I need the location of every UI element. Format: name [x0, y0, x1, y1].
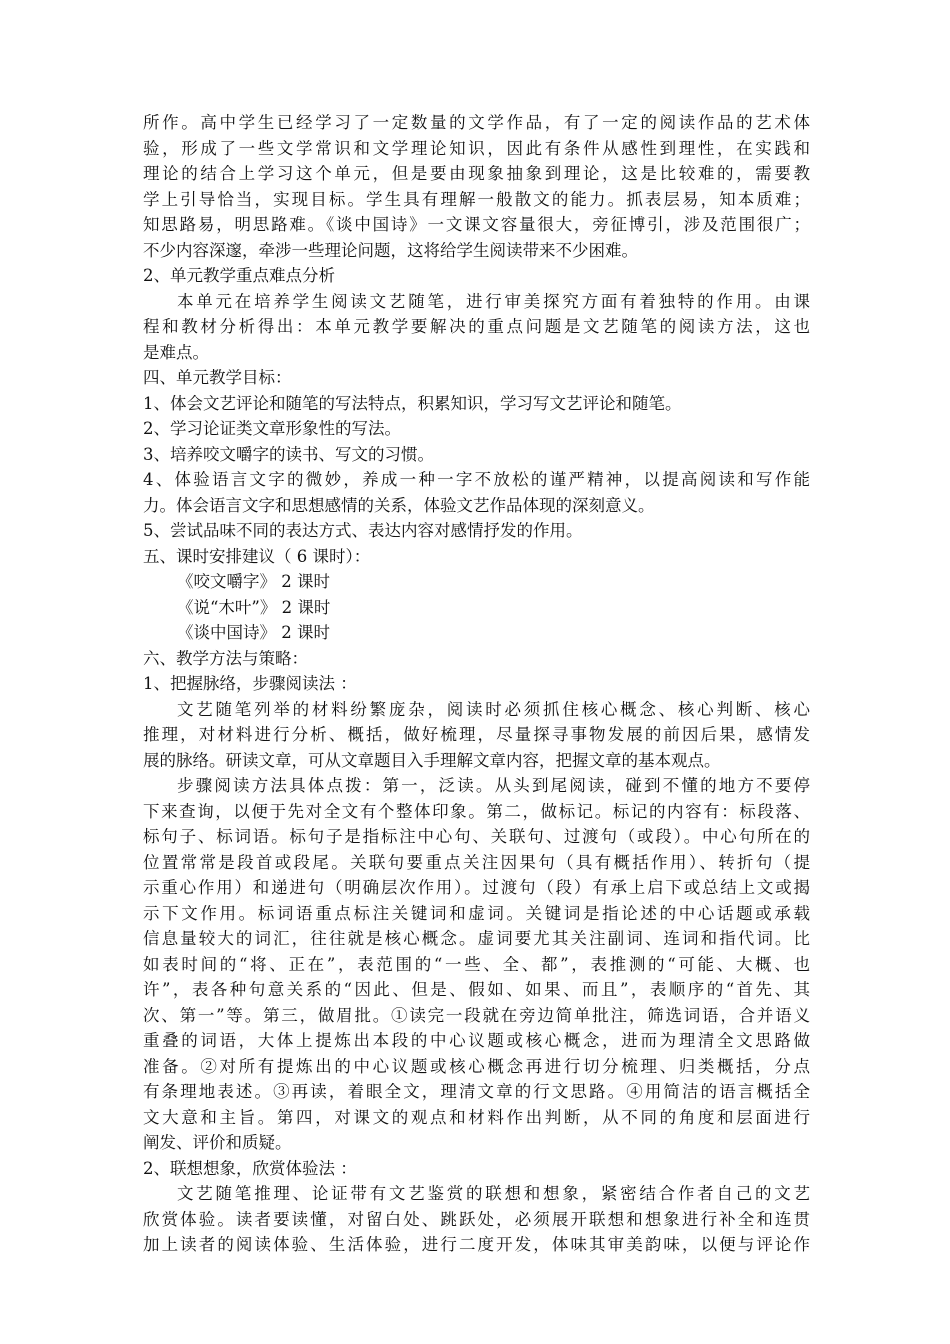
text-line: 次、第一”等。第三，做眉批。①读完一段就在旁边简单批注，筛选词语，合并语义 [143, 1005, 810, 1025]
text-line: 2、单元教学重点难点分析 [143, 266, 335, 285]
text-line: 1、体会文艺评论和随笔的写法特点，积累知识，学习写文艺评论和随笔。 [143, 393, 682, 413]
text-line: 六、教学方法与策略： [143, 648, 308, 668]
text-line: 学上引导恰当，实现目标。学生具有理解一般散文的能力。抓表层易，知本质难； [143, 189, 810, 209]
text-line: 力。体会语言文字和思想感情的关系，体验文艺作品体现的深刻意义。 [143, 495, 655, 515]
text-line: 准备。②对所有提炼出的中心议题或核心概念再进行切分梳理、归类概括，分点 [143, 1056, 810, 1076]
text-line: 知思路易，明思路难。《谈中国诗》一文课文容量很大，旁征博引，涉及范围很广； [143, 215, 810, 234]
text-line: 有条理地表述。③再读，着眼全文，理清文章的行文思路。④用简洁的语言概括全 [143, 1082, 810, 1101]
text-line: 验，形成了一些文学常识和文学理论知识，因此有条件从感性到理性，在实践和 [143, 138, 810, 158]
text-line: 3、培养咬文嚼字的读书、写文的习惯。 [143, 444, 434, 464]
text-line: 许”，表各种句意关系的“因此、但是、假如、如果、而且”，表顺序的“首先、其 [143, 980, 810, 999]
text-line: 2、学习论证类文章形象性的写法。 [143, 419, 401, 438]
text-line: 欣赏体验。读者要读懂，对留白处、跳跃处，必须展开联想和想象进行补全和连贯 [143, 1209, 810, 1229]
text-line: 5、尝试品味不同的表达方式、表达内容对感情抒发的作用。 [143, 521, 583, 540]
text-line: 展的脉络。研读文章，可从文章题目入手理解文章内容，把握文章的基本观点。 [143, 750, 721, 770]
text-line: 重叠的词语，大体上提炼出本段的中心议题或核心概念，进而为理清全文思路做 [143, 1031, 810, 1050]
text-line: 示下文作用。标词语重点标注关键词和虚词。关键词是指论述的中心话题或承载 [143, 903, 810, 923]
text-line: 《谈中国诗》 2 课时 [177, 623, 330, 642]
text-line: 下来查询，以便于先对全文有个整体印象。第二，做标记。标记的内容有：标段落、 [143, 801, 810, 821]
text-line: 四、单元教学目标： [143, 368, 292, 387]
text-line: 所作。高中学生已经学习了一定数量的文学作品，有了一定的阅读作品的艺术体 [143, 113, 810, 132]
text-line: 步骤阅读方法具体点拨：第一，泛读。从头到尾阅读，碰到不懂的地方不要停 [177, 776, 810, 795]
text-line: 不少内容深邃，牵涉一些理论问题，这将给学生阅读带来不少困难。 [143, 240, 638, 260]
text-line: 《咬文嚼字》 2 课时 [177, 572, 330, 591]
text-line: 信息量较大的词汇，往往就是核心概念。虚词要尤其关注副词、连词和指代词。比 [143, 929, 810, 948]
text-line: 推理，对材料进行分析、概括，做好梳理，尽量探寻事物发展的前因后果，感情发 [143, 725, 810, 744]
text-line: 本单元在培养学生阅读文艺随笔，进行审美探究方面有着独特的作用。由课 [177, 291, 810, 311]
text-line: 标句子、标词语。标句子是指标注中心句、关联句、过渡句（或段）。中心句所在的 [143, 827, 810, 846]
text-line: 示重心作用）和递进句（明确层次作用）。过渡句（段）有承上启下或总结上文或揭 [143, 878, 810, 897]
text-line: 阐发、评价和质疑。 [143, 1133, 292, 1152]
text-line: 文艺随笔列举的材料纷繁庞杂，阅读时必须抓住核心概念、核心判断、核心 [177, 699, 810, 719]
text-line: 《说“木叶”》 2 课时 [177, 597, 331, 617]
text-line: 加上读者的阅读体验、生活体验，进行二度开发，体味其审美韵味，以便与评论作 [143, 1235, 810, 1254]
text-line: 4、体验语言文字的微妙，养成一种一字不放松的谨严精神，以提高阅读和写作能 [143, 470, 810, 489]
text-line: 程和教材分析得出：本单元教学要解决的重点问题是文艺随笔的阅读方法，这也 [143, 317, 810, 336]
document-body [143, 110, 810, 1258]
text-line: 文大意和主旨。第四，对课文的观点和材料作出判断，从不同的角度和层面进行 [143, 1107, 810, 1127]
text-line: 五、课时安排建议（ 6 课时）： [143, 546, 371, 566]
text-line: 1、把握脉络，步骤阅读法 ： [143, 674, 357, 693]
text-line: 文艺随笔推理、论证带有文艺鉴赏的联想和想象，紧密结合作者自己的文艺 [177, 1184, 810, 1203]
text-line: 如表时间的“将、正在”，表范围的“一些、全、都”，表推测的“可能、大概、也 [143, 954, 810, 974]
text-line: 是难点。 [143, 342, 209, 362]
text-line: 2、联想想象，欣赏体验法 ： [143, 1158, 357, 1178]
text-line: 理论的结合上学习这个单元，但是要由现象抽象到理论，这是比较难的，需要教 [143, 164, 810, 183]
text-line: 位置常常是段首或段尾。关联句要重点关注因果句（具有概括作用）、转折句（提 [143, 852, 810, 872]
